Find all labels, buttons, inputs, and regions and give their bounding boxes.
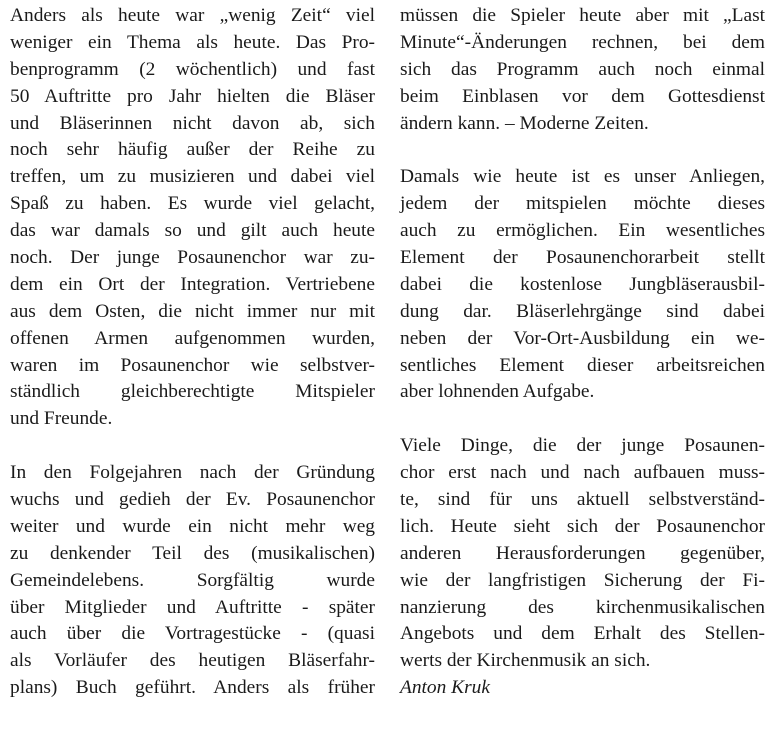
left-column bbox=[10, 3, 375, 702]
text-line: Damals wie heute ist es unser Anliegen, bbox=[400, 166, 765, 188]
text-line: Element der Posaunenchorarbeit stellt bbox=[400, 247, 765, 269]
text-line: weiter und wurde ein nicht mehr weg bbox=[10, 515, 375, 537]
text-line: dabei die kostenlose Jungbläserausbil- bbox=[400, 273, 765, 295]
text-line: über Mitglieder und Auftritte - später bbox=[10, 596, 375, 618]
text-line: te, sind für uns aktuell selbstverständ- bbox=[400, 489, 765, 511]
text-line: auch über die Vortragestücke - (quasi bbox=[10, 623, 375, 645]
paragraph-gap bbox=[400, 406, 765, 433]
paragraph-gap bbox=[400, 137, 765, 164]
text-line: ändern kann. – Moderne Zeiten. bbox=[400, 112, 649, 134]
text-line: Gemeindelebens. Sorgfältig wurde bbox=[10, 569, 375, 591]
author-signature: Anton Kruk bbox=[400, 677, 490, 699]
text-line: lich. Heute sieht sich der Posaunenchor bbox=[400, 515, 765, 537]
text-line: weniger ein Thema als heute. Das Pro- bbox=[10, 31, 375, 53]
text-line: ständlich gleichberechtigte Mitspieler bbox=[10, 381, 375, 403]
text-line: waren im Posaunenchor wie selbstver- bbox=[10, 354, 375, 376]
text-line: und Bläserinnen nicht davon ab, sich bbox=[10, 112, 375, 134]
text-line: 50 Auftritte pro Jahr hielten die Bläser bbox=[10, 85, 375, 107]
text-line: Spaß zu haben. Es wurde viel gelacht, bbox=[10, 193, 375, 215]
text-line: nanzierung des kirchenmusikalischen bbox=[400, 596, 765, 618]
paragraph bbox=[400, 433, 765, 675]
paragraph bbox=[10, 460, 375, 702]
text-line: neben der Vor-Ort-Ausbildung ein we- bbox=[400, 327, 765, 349]
text-line: jedem der mitspielen möchte dieses bbox=[400, 193, 765, 215]
text-line: noch. Der junge Posaunenchor war zu- bbox=[10, 247, 375, 269]
text-line: wie der langfristigen Sicherung der Fi- bbox=[400, 569, 765, 591]
text-line: Angebots und dem Erhalt des Stellen- bbox=[400, 623, 765, 645]
text-line: auch zu ermöglichen. Ein wesentliches bbox=[400, 220, 765, 242]
text-line: Minute“-Änderungen rechnen, bei dem bbox=[400, 31, 765, 53]
text-line: sentliches Element dieser arbeitsreichen bbox=[400, 354, 765, 376]
text-line: aus dem Osten, die nicht immer nur mit bbox=[10, 300, 375, 322]
text-line: zu denkender Teil des (musikalischen) bbox=[10, 542, 375, 564]
text-line: offenen Armen aufgenommen wurden, bbox=[10, 327, 375, 349]
text-line: treffen, um zu musizieren und dabei viel bbox=[10, 166, 375, 188]
text-line: chor erst nach und nach aufbauen muss- bbox=[400, 462, 765, 484]
paragraph-gap bbox=[10, 433, 375, 460]
text-line: und Freunde. bbox=[10, 408, 113, 430]
text-line: Anders als heute war „wenig Zeit“ viel bbox=[10, 5, 375, 26]
text-line: benprogramm (2 wöchentlich) und fast bbox=[10, 58, 375, 80]
paragraph bbox=[400, 164, 765, 406]
text-line: noch sehr häufig außer der Reihe zu bbox=[10, 139, 375, 161]
text-line: als Vorläufer des heutigen Bläserfahr- bbox=[10, 650, 375, 672]
text-line: wuchs und gedieh der Ev. Posaunenchor bbox=[10, 489, 375, 511]
text-line: dung dar. Bläserlehrgänge sind dabei bbox=[400, 300, 765, 322]
paragraph bbox=[10, 3, 375, 433]
paragraph bbox=[400, 3, 765, 137]
text-line: das war damals so und gilt auch heute bbox=[10, 220, 375, 242]
text-line: werts der Kirchenmusik an sich. bbox=[400, 650, 651, 672]
right-column bbox=[400, 3, 765, 702]
text-line: dem ein Ort der Integration. Vertriebene bbox=[10, 273, 375, 295]
text-line: plans) Buch geführt. Anders als früher bbox=[10, 677, 375, 699]
text-line: sich das Programm auch noch einmal bbox=[400, 58, 765, 80]
text-line: anderen Herausforderungen gegenüber, bbox=[400, 542, 765, 564]
text-line: müssen die Spieler heute aber mit „Last bbox=[400, 5, 765, 26]
text-line: In den Folgejahren nach der Gründung bbox=[10, 462, 375, 484]
text-line: Viele Dinge, die der junge Posaunen- bbox=[400, 435, 765, 457]
text-line: aber lohnenden Aufgabe. bbox=[400, 381, 595, 403]
text-line: beim Einblasen vor dem Gottesdienst bbox=[400, 85, 765, 107]
